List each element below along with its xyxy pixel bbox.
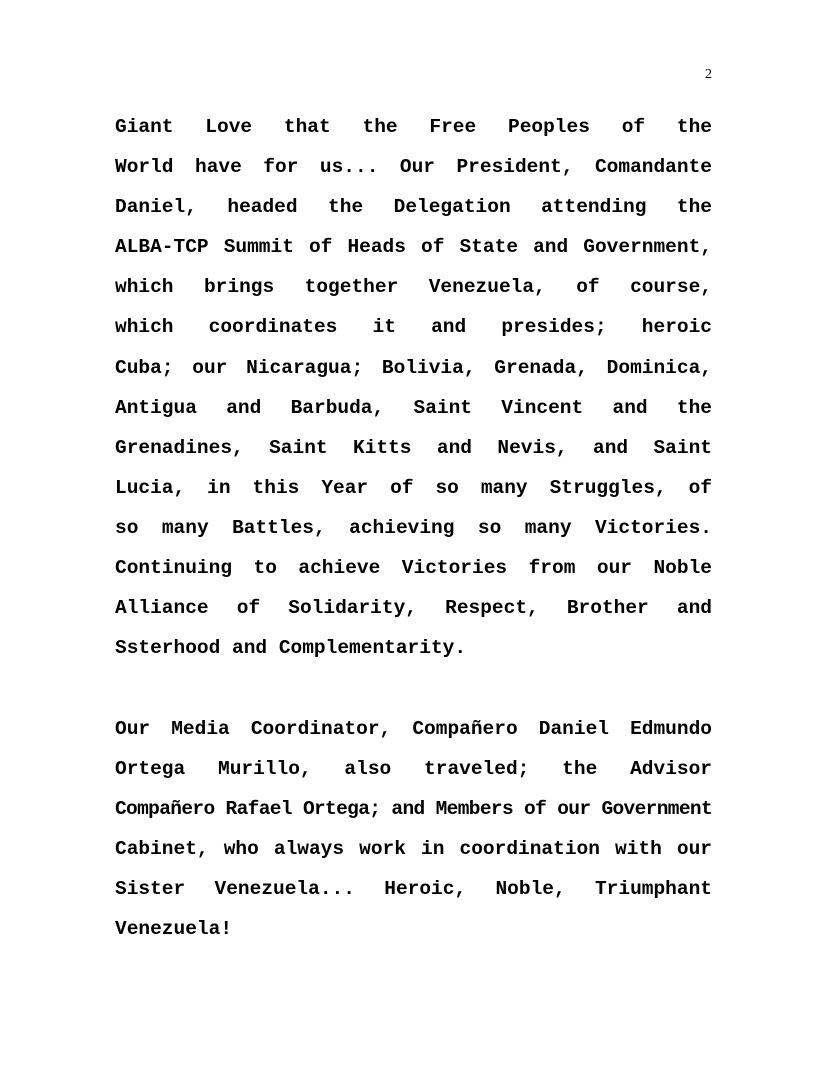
body-paragraph-1	[115, 107, 712, 668]
text-line: which coordinates it and presides; heroic	[115, 316, 712, 339]
text-line: Sister Venezuela... Heroic, Noble, Triumphant	[115, 878, 712, 901]
text-line: Alliance of Solidarity, Respect, Brother and	[115, 597, 712, 620]
text-line: Cuba; our Nicaragua; Bolivia, Grenada, Dominica,	[115, 356, 712, 379]
text-line: so many Battles, achieving so many Victories.	[115, 516, 712, 539]
page-number: 2	[705, 67, 712, 82]
text-line: ALBA-TCP Summit of Heads of State and Government,	[115, 236, 712, 259]
body-paragraph-2	[115, 709, 712, 950]
text-line: which brings together Venezuela, of course,	[115, 276, 712, 299]
text-line: Antigua and Barbuda, Saint Vincent and the	[115, 396, 712, 419]
text-line: Compañero Rafael Ortega; and Members of our Government	[115, 798, 712, 821]
text-line: Continuing to achieve Victories from our Noble	[115, 557, 712, 580]
text-line: Giant Love that the Free Peoples of the	[115, 116, 712, 138]
text-line: Ssterhood and Complementarity.	[115, 637, 467, 660]
text-line: Lucia, in this Year of so many Struggles, of	[115, 476, 712, 499]
text-line: Cabinet, who always work in coordination with our	[115, 838, 712, 861]
text-line: Our Media Coordinator, Compañero Daniel Edmundo	[115, 718, 712, 740]
text-line: World have for us... Our President, Comandante	[115, 156, 712, 179]
text-line: Ortega Murillo, also traveled; the Advisor	[115, 758, 712, 781]
text-line: Grenadines, Saint Kitts and Nevis, and Saint	[115, 436, 712, 459]
text-line: Venezuela!	[115, 918, 233, 941]
text-line: Daniel, headed the Delegation attending the	[115, 196, 712, 219]
